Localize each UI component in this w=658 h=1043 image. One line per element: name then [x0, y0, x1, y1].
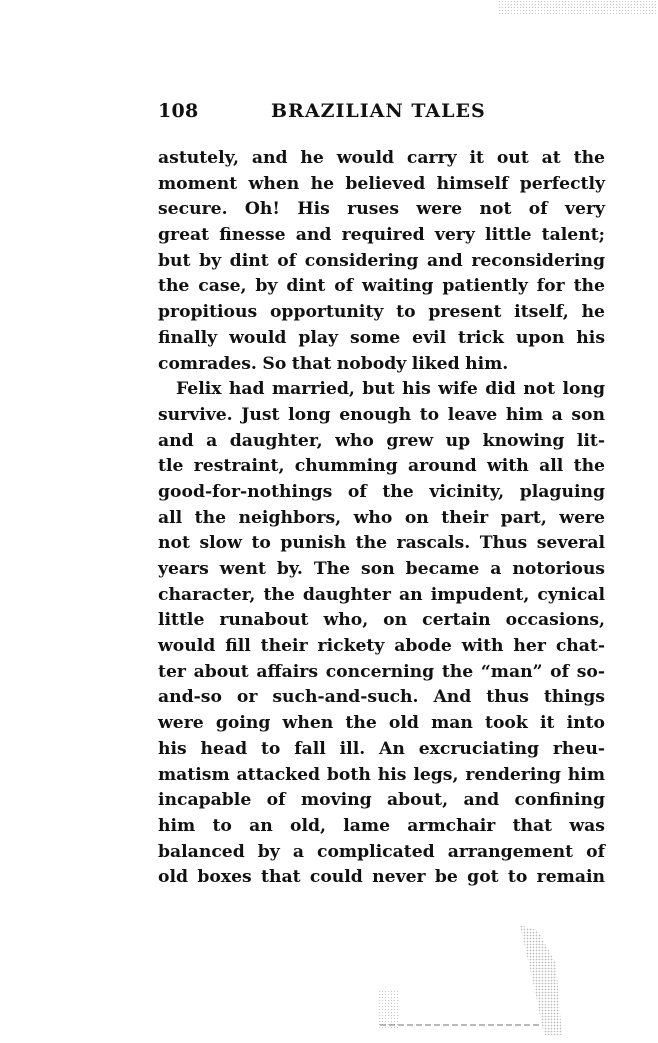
text-line: were going when the old man took it into [158, 713, 605, 734]
text-line: character, the daughter an impudent, cynical [158, 584, 605, 605]
body-text [158, 146, 605, 891]
text-line: propitious opportunity to present itself, he [158, 302, 605, 323]
text-line: him to an old, lame armchair that was [158, 815, 605, 836]
scan-smudge [380, 1024, 540, 1026]
text-line: incapable of moving about, and confining [158, 790, 605, 811]
running-head: BRAZILIAN TALES [271, 100, 486, 122]
text-line: his head to fall ill. An excruciating rheu- [158, 738, 605, 759]
text-line: astutely, and he would carry it out at the [158, 148, 605, 168]
text-line: great finesse and required very little talent; [158, 225, 605, 246]
text-line: years went by. The son became a notorious [158, 559, 605, 579]
text-line: the case, by dint of waiting patiently for the [158, 276, 605, 297]
text-line: ter about affairs concerning the “man” of so- [158, 661, 605, 682]
scan-speckle [498, 0, 658, 14]
text-line: little runabout who, on certain occasions, [158, 610, 605, 631]
text-line: all the neighbors, who on their part, were [158, 507, 605, 528]
text-line: and a daughter, who grew up knowing lit- [158, 430, 605, 451]
text-line: not slow to punish the rascals. Thus several [158, 533, 605, 554]
text-line: but by dint of considering and reconsidering [158, 250, 605, 271]
text-line: secure. Oh! His ruses were not of very [158, 199, 605, 220]
text-line: balanced by a complicated arrangement of [158, 841, 605, 862]
text-line: comrades. So that nobody liked him. [158, 353, 509, 374]
text-line: old boxes that could never be got to remain [158, 867, 605, 888]
text-line: good-for-nothings of the vicinity, plaguing [158, 481, 605, 502]
page-number: 108 [158, 100, 199, 122]
text-line: tle restraint, chumming around with all the [158, 456, 605, 477]
text-line: matism attacked both his legs, rendering him [158, 764, 605, 785]
text-line: moment when he believed himself perfectly [158, 173, 605, 194]
text-line: and-so or such-and-such. And thus things [158, 687, 605, 708]
text-line: would fill their rickety abode with her chat- [158, 636, 605, 657]
text-line: survive. Just long enough to leave him a son [158, 404, 605, 425]
scan-smudge [520, 925, 580, 1035]
scan-smudge [378, 990, 398, 1030]
page-header [158, 100, 608, 126]
paragraph-start-line: Felix had married, but his wife did not long [176, 379, 605, 400]
text-line: finally would play some evil trick upon his [158, 327, 605, 348]
